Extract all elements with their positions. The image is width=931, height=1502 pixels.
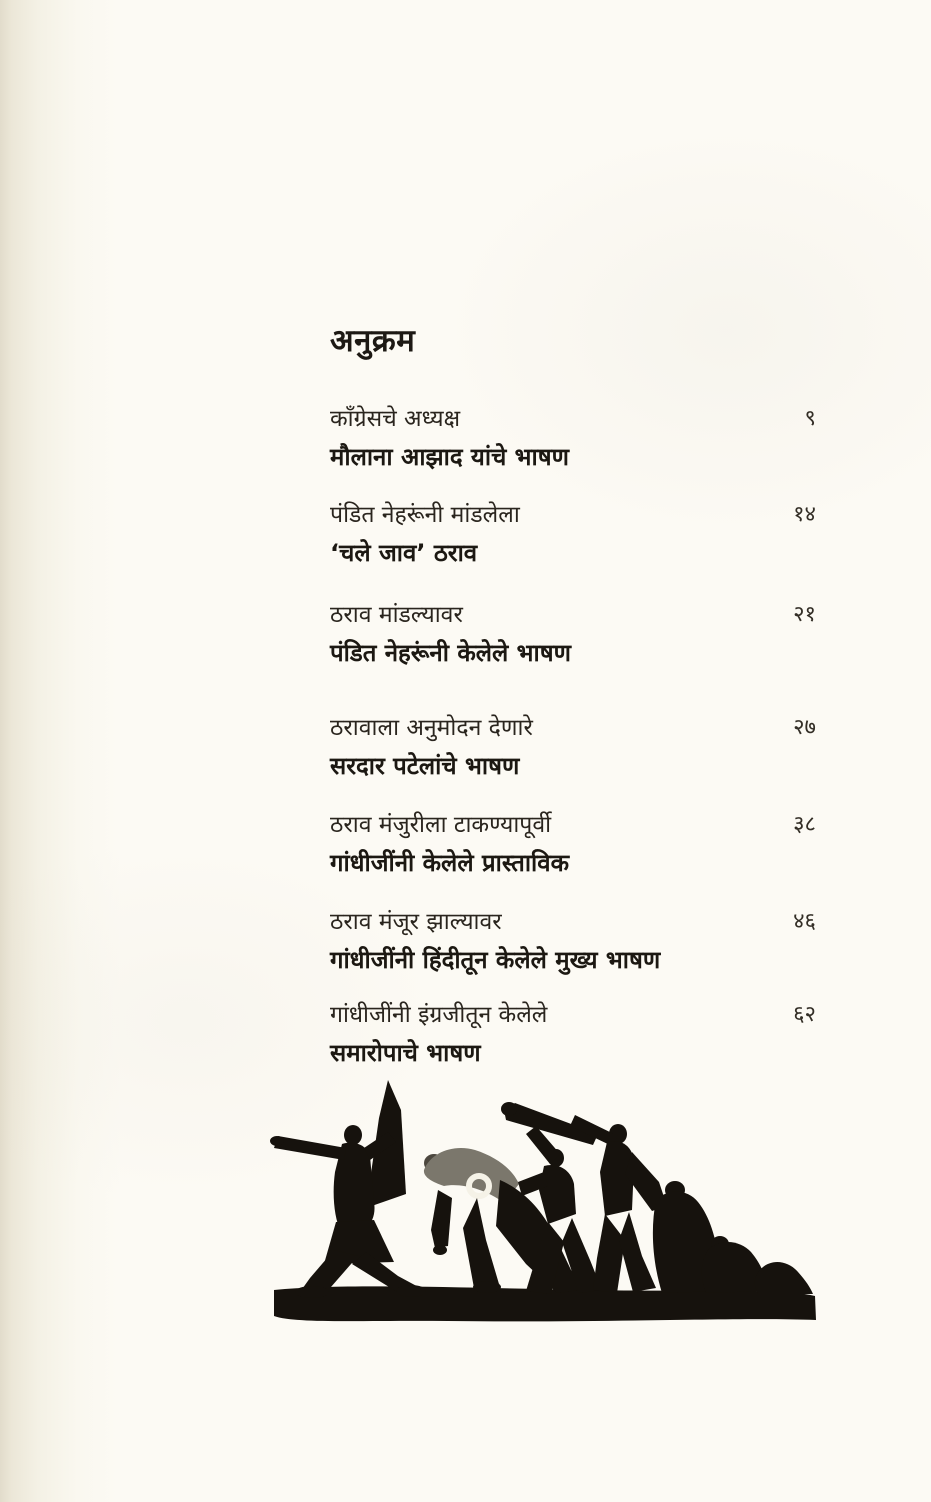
- martyrs-memorial-statue-image: [268, 1078, 820, 1330]
- toc-entry-page-number: ९: [804, 406, 816, 431]
- toc-entry: [330, 499, 818, 570]
- toc-entry-title: ठरावाला अनुमोदन देणारे: [330, 715, 533, 741]
- toc-entry-page-number: ४६: [793, 909, 816, 934]
- toc-entry-subtitle: ‘चले जाव’ ठराव: [330, 539, 478, 567]
- toc-entry-title: ठराव मांडल्यावर: [330, 602, 463, 628]
- page-title: अनुक्रम: [330, 323, 416, 359]
- toc-entry-subtitle: सरदार पटेलांचे भाषण: [330, 752, 520, 780]
- toc-entry-page-number: २१: [793, 602, 816, 627]
- toc-entry: [330, 712, 818, 783]
- toc-entry-subtitle: समारोपाचे भाषण: [330, 1039, 481, 1067]
- toc-entry-subtitle: गांधीजींनी हिंदीतून केलेले मुख्य भाषण: [330, 946, 661, 974]
- toc-entry-page-number: ६२: [793, 1002, 816, 1027]
- toc-entry: [330, 906, 818, 977]
- toc-entry-subtitle: मौलाना आझाद यांचे भाषण: [330, 443, 569, 471]
- toc-entry-page-number: १४: [793, 502, 816, 527]
- toc-entry-title: ठराव मंजूर झाल्यावर: [330, 909, 502, 935]
- toc-entry-title: ठराव मंजुरीला टाकण्यापूर्वी: [330, 812, 552, 838]
- toc-entry: [330, 999, 818, 1070]
- toc-entry: [330, 809, 818, 880]
- toc-entry-title: गांधीजींनी इंग्रजीतून केलेले: [330, 1002, 548, 1028]
- toc-entry-page-number: २७: [793, 715, 816, 740]
- toc-entry-page-number: ३८: [793, 812, 816, 837]
- toc-entry-subtitle: गांधीजींनी केलेले प्रास्ताविक: [330, 849, 570, 877]
- toc-entry: [330, 403, 818, 474]
- toc-entry: [330, 599, 818, 670]
- toc-entry-title: काँग्रेसचे अध्यक्ष: [330, 406, 461, 432]
- toc-entry-title: पंडित नेहरूंनी मांडलेला: [330, 502, 520, 528]
- toc-entry-subtitle: पंडित नेहरूंनी केलेले भाषण: [330, 639, 571, 667]
